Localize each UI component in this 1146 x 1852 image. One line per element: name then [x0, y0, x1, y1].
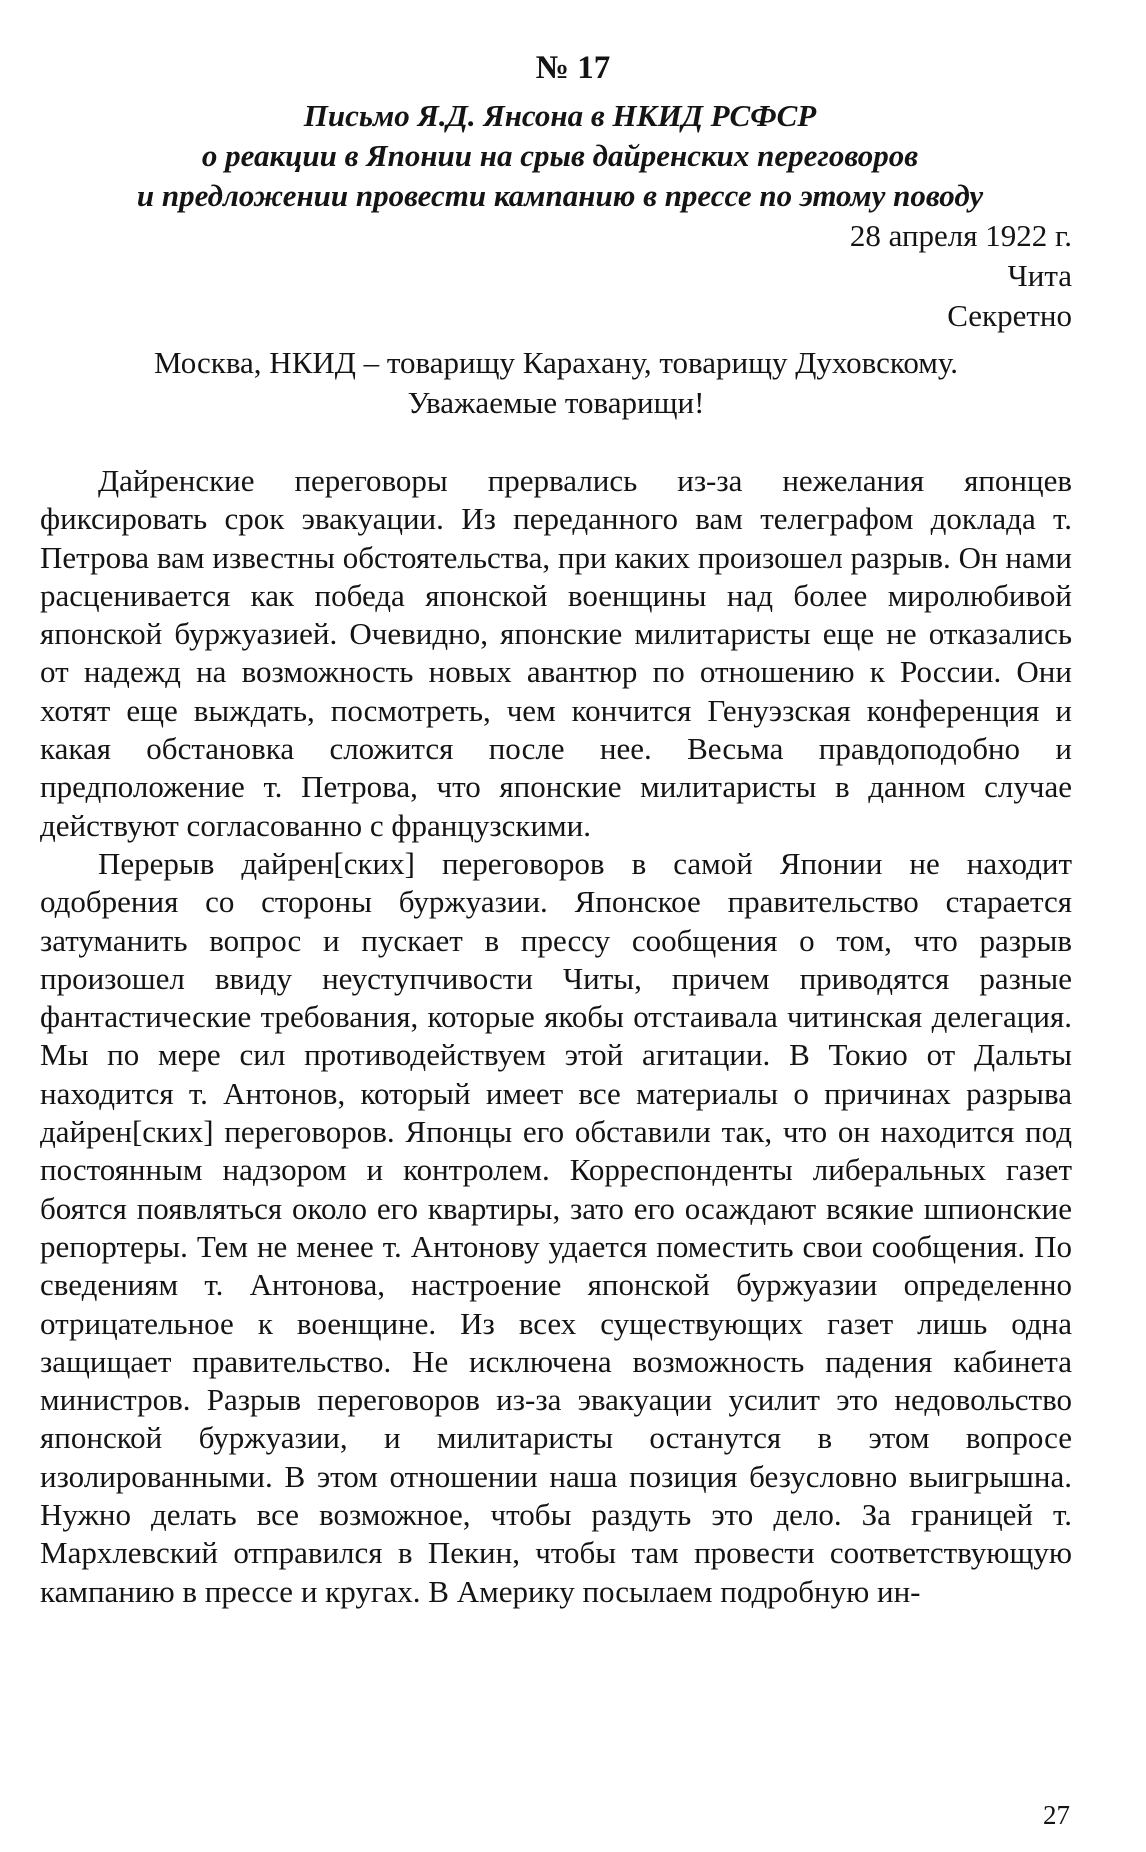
- title-line: о реакции в Японии на срыв дайренских переговоров: [201, 138, 919, 173]
- paragraph-1: Дайренские переговоры прервались из-за нежелания японцев фиксировать срок эвакуации. Из переданного вам телеграфом доклада т. Петрова вам известны обстоятельства, при каких произошел разрыв. Он нами расценивается как победа японской военщины над более миролюбивой японской буржуазией. Очевидно, японские милитаристы еще не отказались от надежд на возможность новых авантюр по отношению к России. Они хотят еще выждать, посмотреть, чем кончится Генуэзская конференция и какая обстановка сложится после нее. Весьма правдоподобно и предположение т. Петрова, что японские милитаристы в данном случае действуют согласованно с французскими.: [40, 463, 1072, 843]
- document-title: [40, 96, 1080, 216]
- paragraph-2: Перерыв дайрен[ских] переговоров в самой Японии не находит одобрения со стороны буржуазии. Японское правительство старается затуманить вопрос и пускает в прессу сообщения о том, что разрыв произошел ввиду неуступчивости Читы, причем приводятся разные фантастические требования, которые якобы отстаивала читинская делегация. Мы по мере сил противодействуем этой агитации. В Токио от Дальты находится т. Антонов, который имеет все материалы о причинах разрыва дайрен[ских] переговоров. Японцы его обставили так, что он находится под постоянным надзором и контролем. Корреспонденты либеральных газет боятся появляться около его квартиры, зато его осаждают всякие шпионские репортеры. Тем не менее т. Антонову удается поместить свои сообщения. По сведениям т. Антонова, настроение японской буржуазии определенно отрицательное к военщине. Из всех существующих газет лишь одна защищает правительство. Не исключена возможность падения кабинета министров. Разрыв переговоров из-за эвакуации усилит это недовольство японской буржуазии, и милитаристы останутся в этом вопросе изолированными. В этом отношении наша позиция безусловно выигрышна. Нужно делать все возможное, чтобы раздуть это дело. За границей т. Мархлевский отправился в Пекин, чтобы там провести соответствующую кампанию в прессе и кругах. В Америку посылаем подробную ин-: [40, 845, 1072, 1609]
- document-number: № 17: [535, 50, 611, 86]
- document-place: Чита: [1007, 258, 1072, 293]
- page-number: 27: [1043, 1800, 1070, 1830]
- letter-body: [40, 462, 1072, 1611]
- addressee-line: Москва, НКИД – товарищу Карахану, товарищу Духовскому.: [153, 345, 959, 380]
- classification-mark: Секретно: [947, 298, 1072, 333]
- greeting-line: Уважаемые товарищи!: [407, 385, 705, 420]
- title-line: Письмо Я.Д. Янсона в НКИД РСФСР: [303, 98, 817, 133]
- document-date: 28 апреля 1922 г.: [849, 218, 1072, 253]
- title-line: и предложении провести кампанию в прессе по этому поводу: [136, 178, 984, 213]
